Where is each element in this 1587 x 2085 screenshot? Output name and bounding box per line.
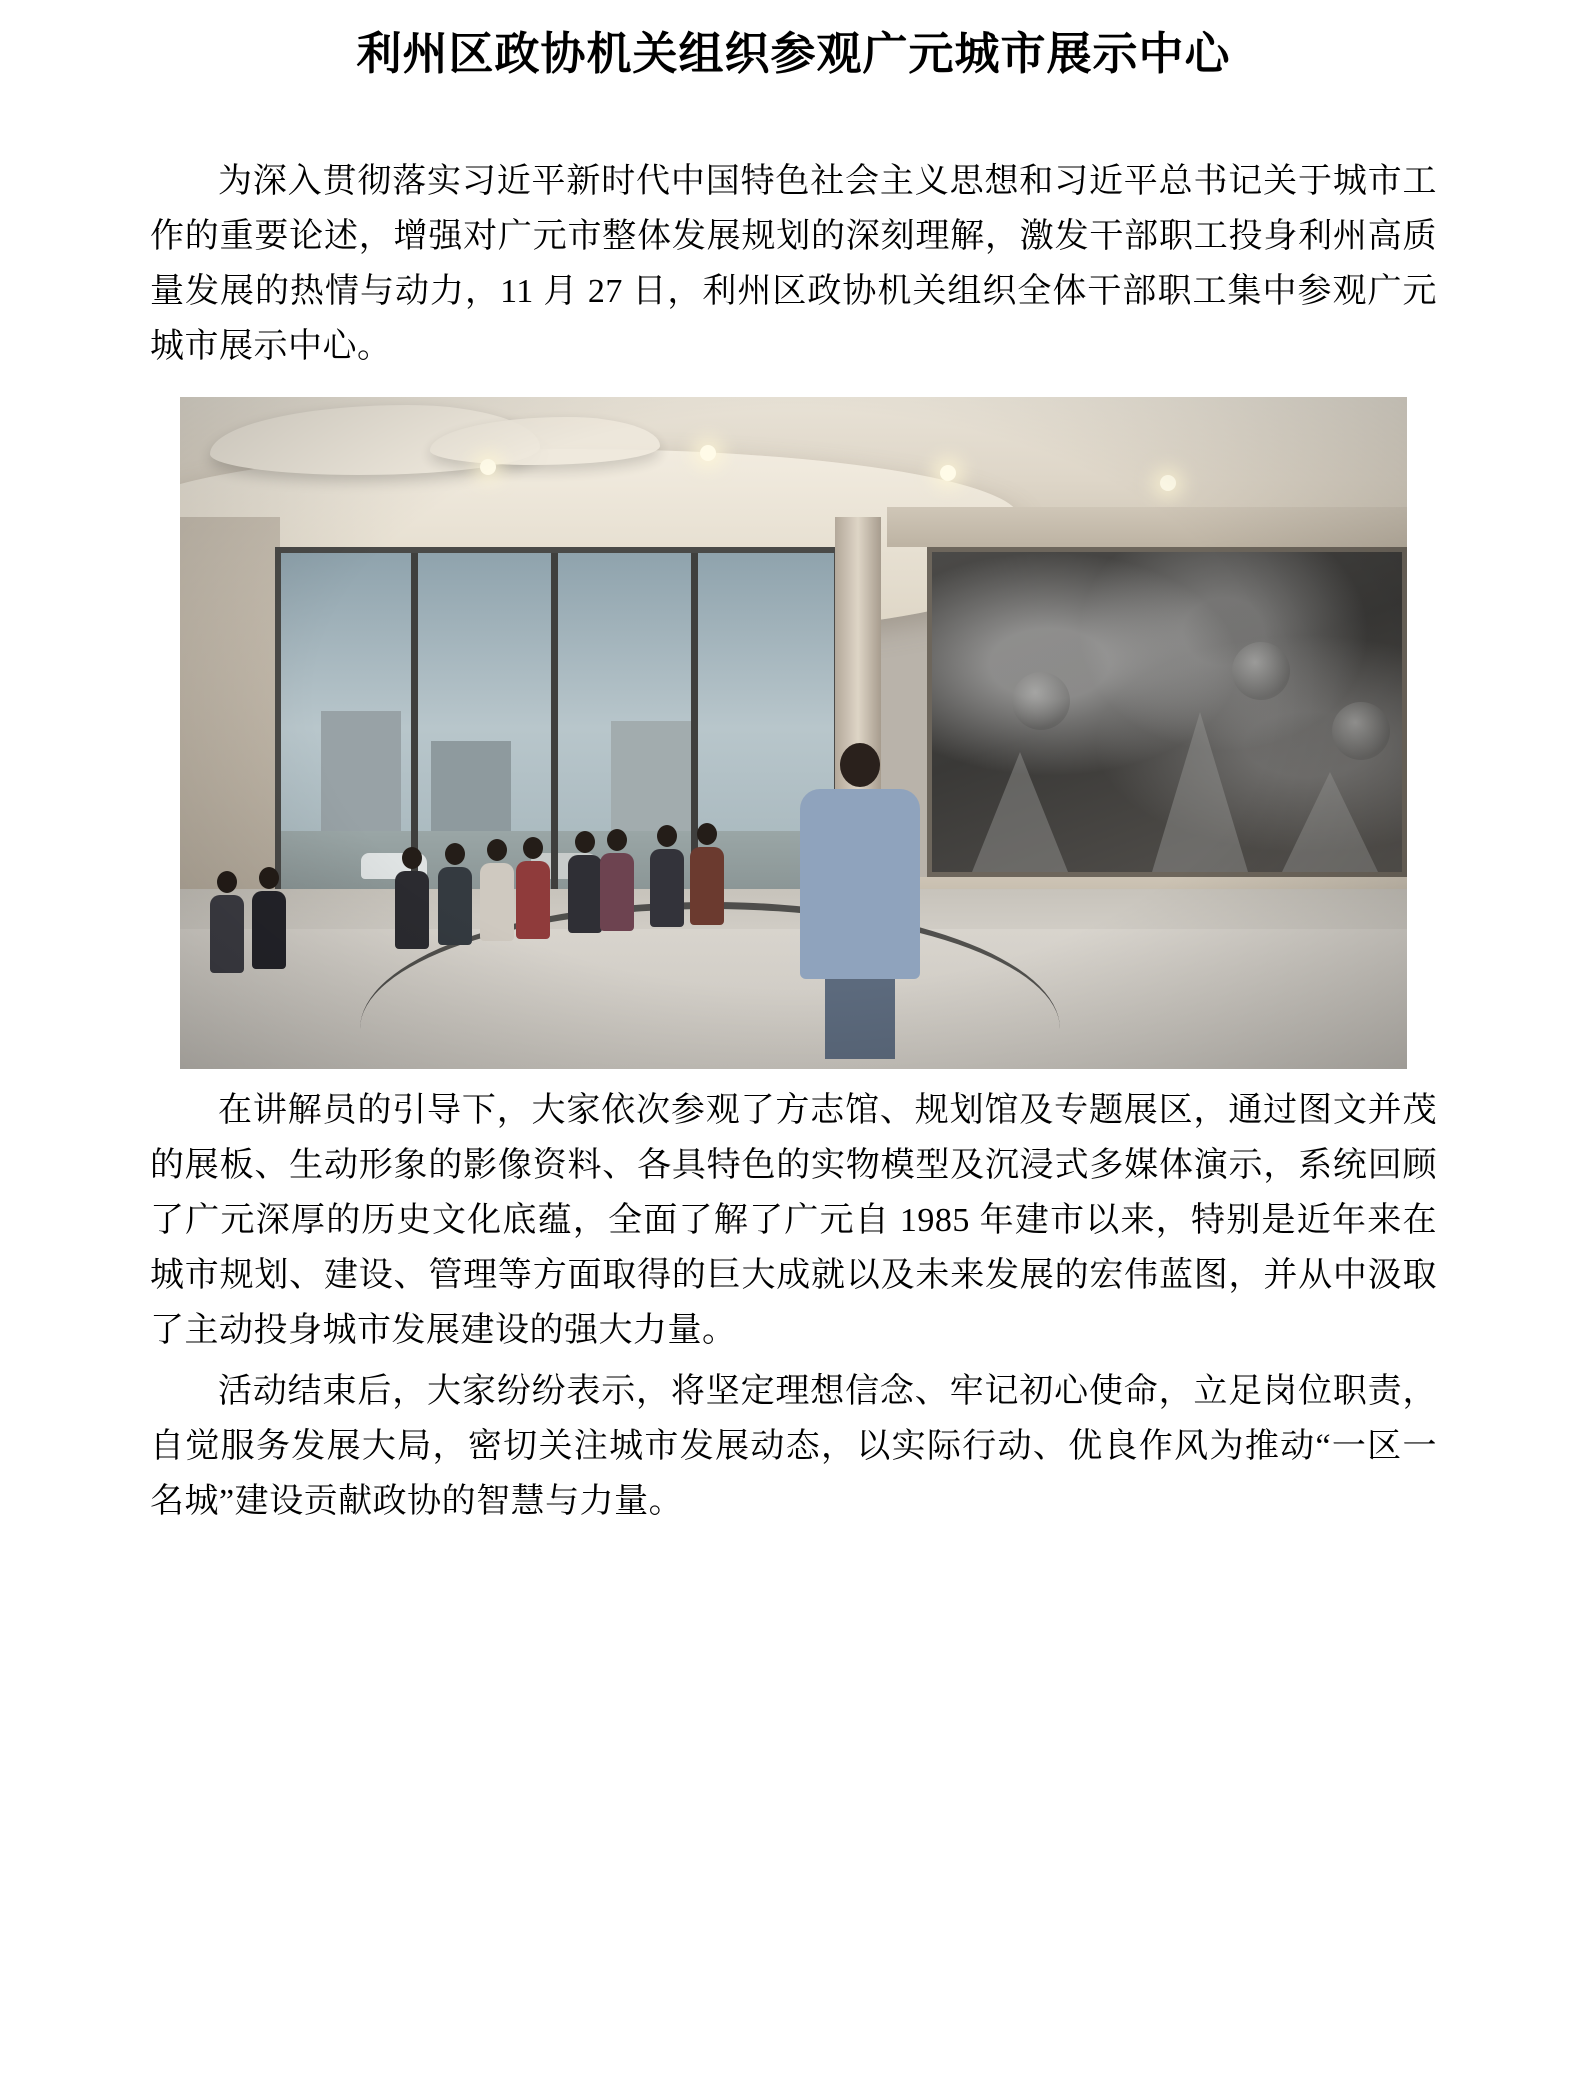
article-body <box>150 154 1437 1529</box>
page-title: 利州区政协机关组织参观广元城市展示中心 <box>356 29 1231 79</box>
photo-lobby-visit <box>180 397 1407 1069</box>
photo-vignette <box>180 397 1407 1069</box>
paragraph-1: 为深入贯彻落实习近平新时代中国特色社会主义思想和习近平总书记关于城市工作的重要论述，增强对广元市整体发展规划的深刻理解，激发干部职工投身利州高质量发展的热情与动力，11 月 27 日，利州区政协机关组织全体干部职工集中参观广元城市展示中心。 <box>150 163 1437 366</box>
paragraph-3: 活动结束后，大家纷纷表示，将坚定理想信念、牢记初心使命，立足岗位职责，自觉服务发展大局，密切关注城市发展动态，以实际行动、优良作风为推动“一区一名城”建设贡献政协的智慧与力量。 <box>150 1372 1437 1521</box>
paragraph-2: 在讲解员的引导下，大家依次参观了方志馆、规划馆及专题展区，通过图文并茂的展板、生动形象的影像资料、各具特色的实物模型及沉浸式多媒体演示，系统回顾了广元深厚的历史文化底蕴，全面了解了广元自 1985 年建市以来，特别是近年来在城市规划、建设、管理等方面取得的巨大成就以及未来发展的宏伟蓝图，并从中汲取了主动投身城市发展建设的强大力量。 <box>150 1091 1437 1349</box>
figure-block <box>150 397 1437 1069</box>
